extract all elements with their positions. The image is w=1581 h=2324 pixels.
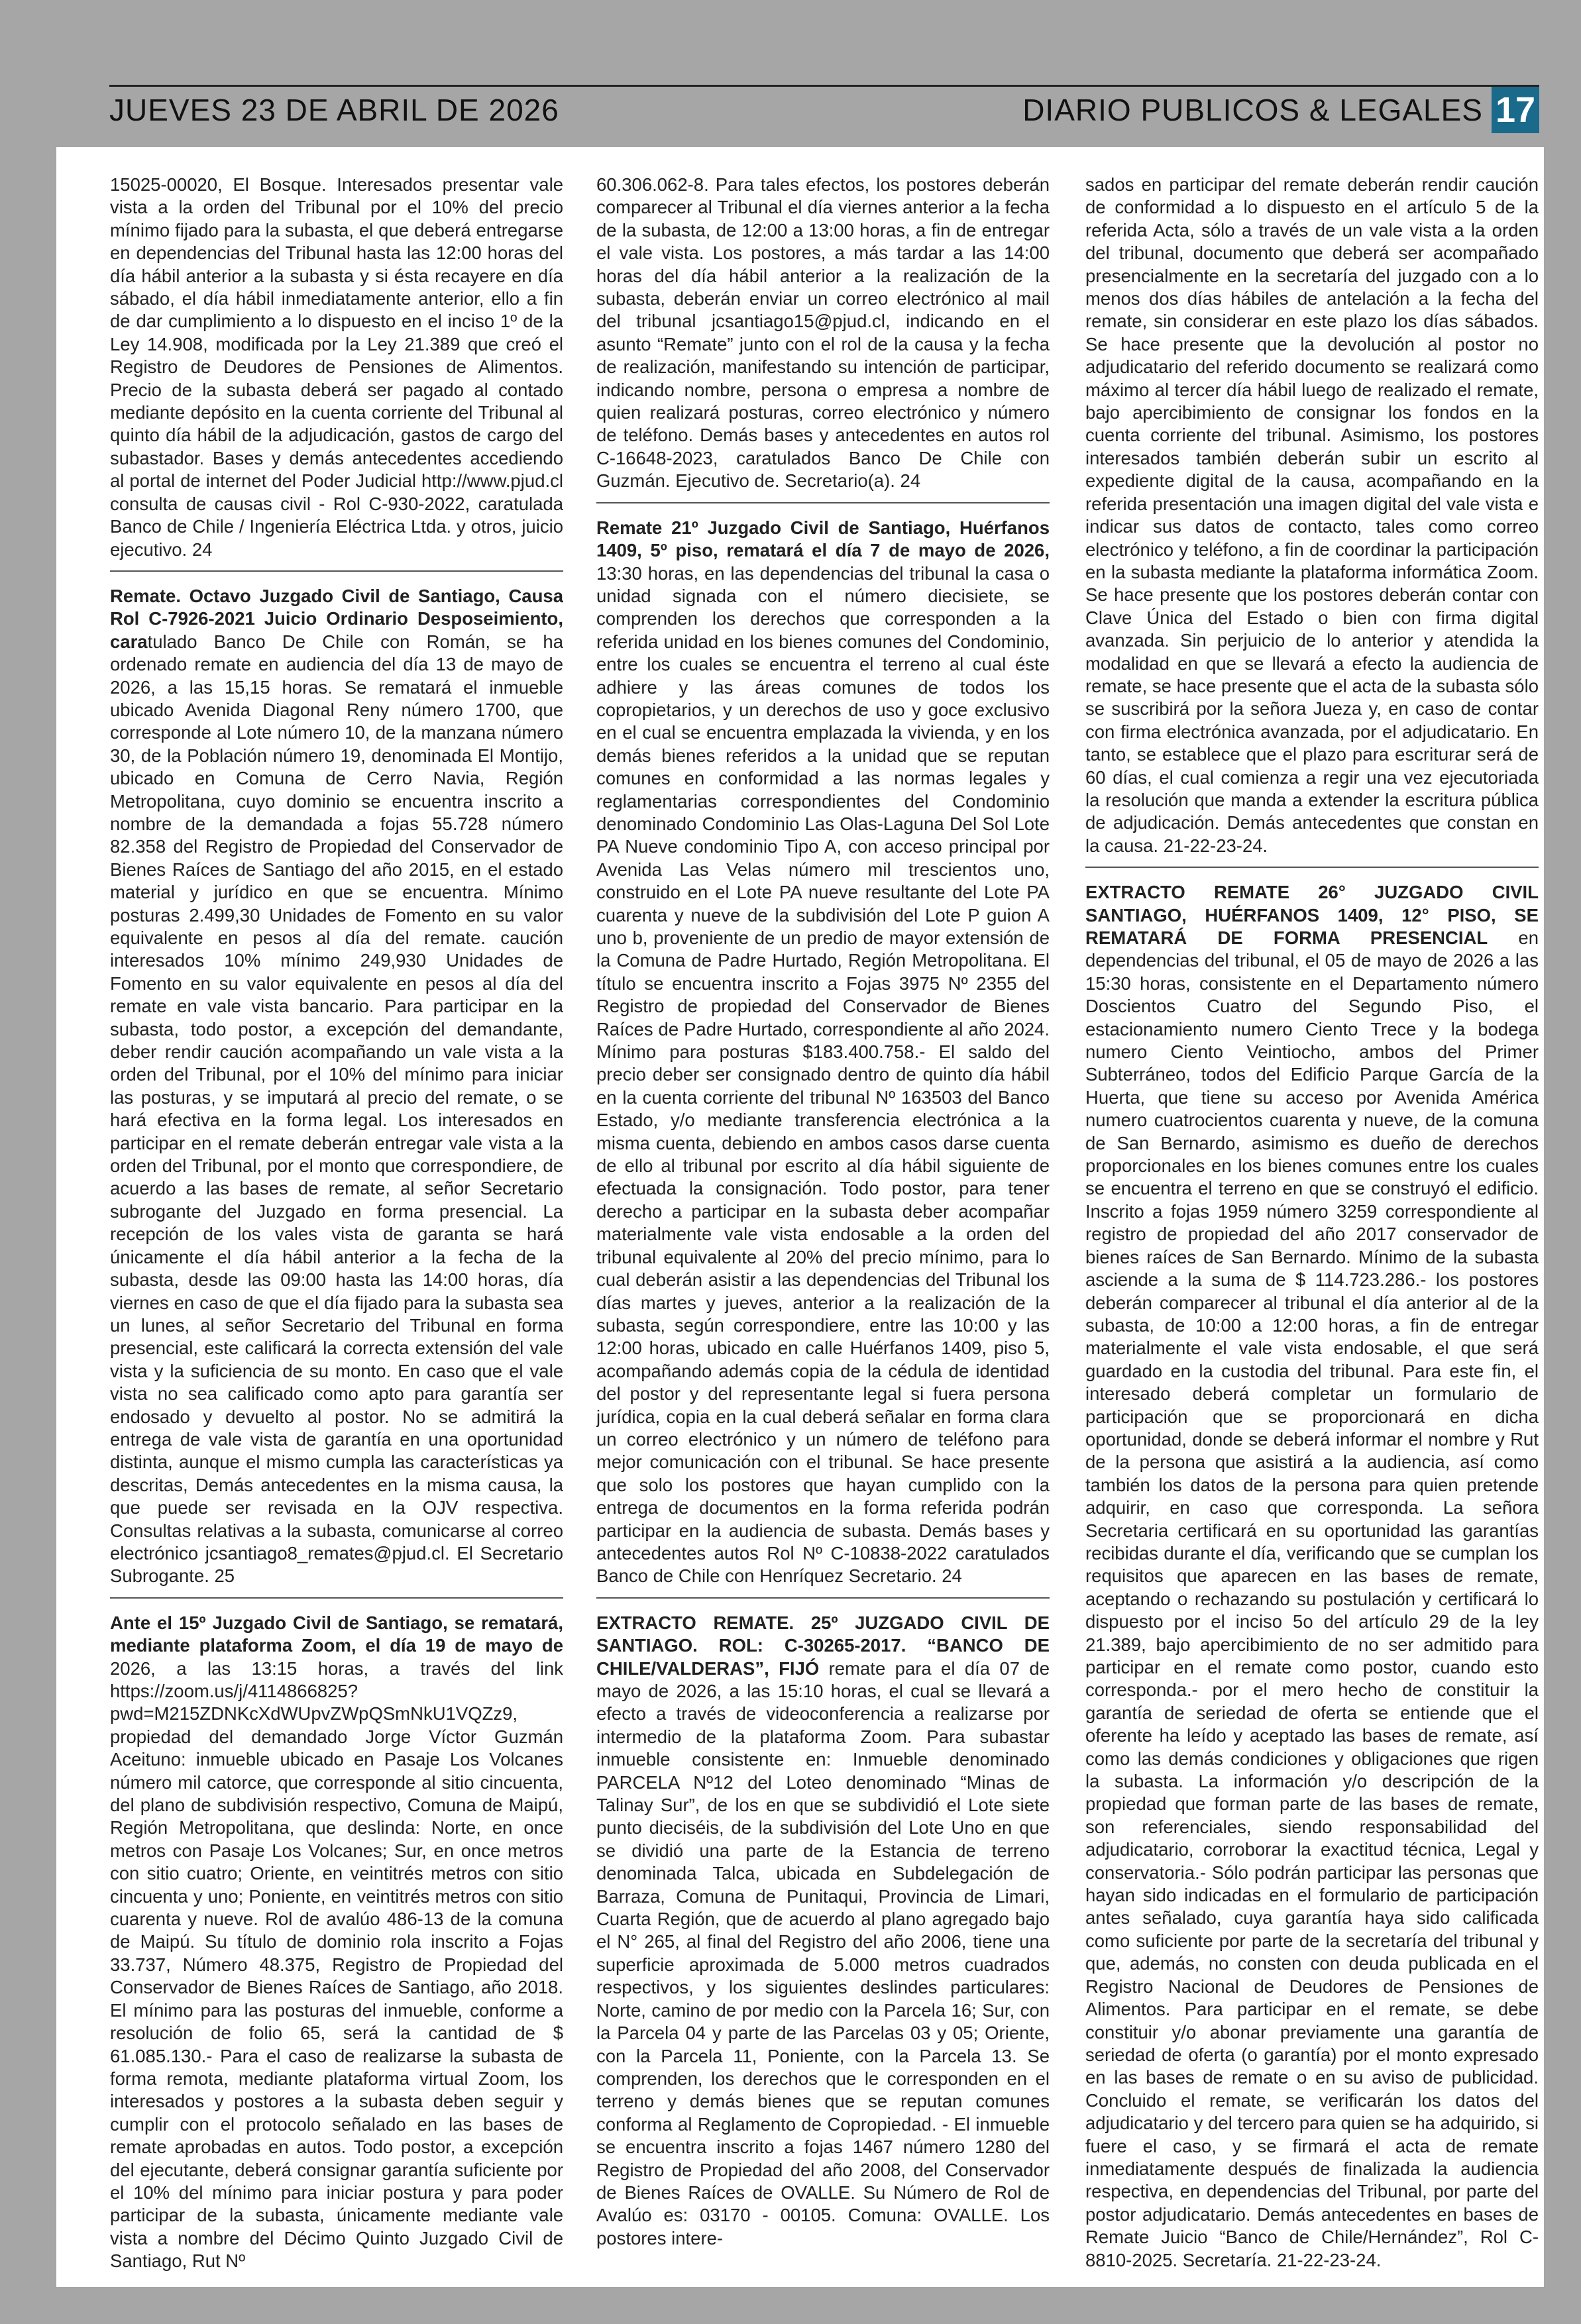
notice-body: sados en participar del remate deberán rendir caución de conformidad a lo dispuesto en el artículo 5 de la referida Acta, sólo a través de un vale vista a la orden del tribunal, documento que deberá ser acompañado presencialmente en la secretaría del juzgado con a lo menos dos días hábiles de antelación a la fecha del remate, sin considerar en este plazo los días sábados. Se hace presente que la devolución al postor no adjudicatario del referido documento se realizará como máximo al tercer día hábil luego de realizado el remate, bajo apercibimiento de consignar los fondos en la cuenta corriente del tribunal. Asimismo, los postores interesados también deberán subir un escrito al expediente digital de la causa, acompañando en la referida presentación una imagen digital del vale vista e indicar sus datos de contacto, tales como correo electrónico y teléfono, a fin de coordinar la participación en la subasta mediante la plataforma informática Zoom. Se hace presente que los postores deberán contar con Clave Única del Estado o bien con firma digital avanzada. Sin perjuicio de lo anterior y atendida la modalidad en que se llevará a efecto la audiencia de remate, se hace presente que el acta de la subasta sólo se suscribirá por la señora Jueza y, en caso de contar con firma electrónica avanzada, por el adjudicatario. En tanto, se establece que el plazo para escriturar será de 60 días, el cual comienza a regir una vez ejecutoriada la resolución que manda a extender la escritura pública de adjudicación. Demás antecedentes que constan en la causa. 21-22-23-24. <box>1085 174 1539 856</box>
notice-heading: EXTRACTO REMATE. 25º JUZGADO CIVIL DE SANTIAGO. ROL: C-30265-2017. “BANCO DE CHILE/VALDERAS”, FIJÓ <box>596 1612 1050 1679</box>
legal-notice <box>596 174 1050 503</box>
notice-body: 2026, a las 13:15 horas, a través del link https://zoom.us/j/4114866825?pwd=M215ZDNKcXdWUpvZWpQSmNkU1VQZz9, propiedad del demandado Jorge Víctor Guzmán Aceituno: inmueble ubicado en Pasaje Los Volcanes número mil catorce, que corresponde al sitio cincuenta, del plano de subdivisión respectivo, Comuna de Maipú, Región Metropolitana, que deslinda: Norte, en once metros con Pasaje Los Volcanes; Sur, en once metros con sitio cuatro; Oriente, en veintitrés metros con sitio cincuenta y uno; Poniente, en veintitrés metros con sitio cuarenta y nueve. Rol de avalúo 486-13 de la comuna de Maipú. Su título de dominio rola inscrito a Fojas 33.737, Número 48.375, Registro de Propiedad del Conservador de Bienes Raíces de Santiago, año 2018. El mínimo para las posturas del inmueble, conforme a resolución de folio 65, será la cantidad de $ 61.085.130.- Para el caso de realizarse la subasta de forma remota, mediante plataforma virtual Zoom, los interesados y postores a la subasta deben seguir y cumplir con el protocolo señalado en las bases de remate aprobadas en autos. Todo postor, a excepción del ejecutante, deberá consignar garantía suficiente por el 10% del mínimo para iniciar postura y para poder participar de la subasta, únicamente mediante vale vista a nombre del Décimo Quinto Juzgado Civil de Santiago, Rut Nº <box>110 1658 563 2272</box>
legal-notice <box>1085 174 1539 868</box>
column-3 <box>1085 174 1539 2274</box>
legal-notice <box>110 174 563 572</box>
notice-body: 60.306.062-8. Para tales efectos, los postores deberán comparecer al Tribunal el día viernes anterior a la fecha de la subasta, de 12:00 a 13:00 horas, a fin de entregar el vale vista. Los postores, a más tardar a las 14:00 horas del día hábil anterior a la realización de la subasta, deberán enviar un correo electrónico al mail del tribunal jcsantiago15@pjud.cl, indicando en el asunto “Remate” junto con el rol de la causa y la fecha de realización, manifestando su intención de participar, indicando nombre, persona o empresa a nombre de quien realizará posturas, correo electrónico y número de teléfono. Demás bases y antecedentes en autos rol C-16648-2023, caratulados Banco De Chile con Guzmán. Ejecutivo de. Secretario(a). 24 <box>596 174 1050 492</box>
notice-heading: EXTRACTO REMATE 26° JUZGADO CIVIL SANTIAGO, HUÉRFANOS 1409, 12° PISO, SE REMATARÁ DE FORMA PRESENCIAL <box>1085 882 1539 948</box>
legal-notice <box>596 513 1050 1599</box>
legal-notice <box>596 1608 1050 2259</box>
notice-heading: Remate. Octavo Juzgado Civil de Santiago, Causa Rol C-7926-2021 Juicio Ordinario Desposeimiento, cara <box>110 585 563 652</box>
column-2 <box>596 174 1050 2274</box>
issue-date: JUEVES 23 DE ABRIL DE 2026 <box>109 93 559 127</box>
legal-notice <box>1085 877 1539 2274</box>
notice-body: 15025-00020, El Bosque. Interesados presentar vale vista a la orden del Tribunal por el 10% del precio mínimo fijado para la subasta, el que deberá entregarse en dependencias del Tribunal hasta las 12:00 horas del día hábil anterior a la subasta y si ésta recayere en día sábado, el día hábil inmediatamente anterior, ello a fin de dar cumplimiento a lo dispuesto en el inciso 1º de la Ley 14.908, modificada por la Ley 21.389 que creó el Registro de Deudores de Pensiones de Alimentos. Precio de la subasta deberá ser pagado al contado mediante depósito en la cuenta corriente del Tribunal al quinto día hábil de la adjudicación, gastos de cargo del subastador. Bases y demás antecedentes accediendo al portal de internet del Poder Judicial http://www.pjud.cl consulta de causas civil - Rol C-930-2022, caratulada Banco de Chile / Ingeniería Eléctrica Ltda. y otros, juicio ejecutivo. 24 <box>110 174 563 560</box>
notice-body: tulado Banco De Chile con Román, se ha ordenado remate en audiencia del día 13 de mayo de 2026, a las 15,15 horas. Se rematará el inmueble ubicado Avenida Diagonal Reny número 1700, que corresponde al Lote número 10, de la manzana número 30, de la Población número 19, denominada El Montijo, ubicado en Comuna de Cerro Navia, Región Metropolitana, cuyo dominio se encuentra inscrito a nombre de la demandada a fojas 55.728 número 82.358 del Registro de Propiedad del Conservador de Bienes Raíces de Santiago del año 2015, en el estado material y jurídico en que se encuentra. Mínimo posturas 2.499,30 Unidades de Fomento en su valor equivalente en pesos al día del remate. caución interesados 10% mínimo 249,930 Unidades de Fomento en su valor equivalente en pesos al día del remate en vale vista bancario. Para participar en la subasta, todo postor, a excepción del demandante, deber rendir caución acompañando un vale vista a la orden del Tribunal, por el 10% del mínimo para iniciar las posturas, y se imputará al precio del remate, o se hará efectiva en la forma legal. Los interesados en participar en el remate deberán entregar vale vista a la orden del Tribunal, por el monto que correspondiere, de acuerdo a las bases de remate, al señor Secretario subrogante del Juzgado en forma presencial. La recepción de los vales vista de garanta se hará únicamente el día hábil anterior a la fecha de la subasta, desde las 09:00 hasta las 14:00 horas, día viernes en caso de que el día fijado para la subasta sea un lunes, al señor Secretario del Tribunal en forma presencial, este calificará la correcta extensión del vale vista y la suficiencia de su monto. En caso que el vale vista no sea calificado como apto para garantía ser endosado y devuelto al postor. No se admitirá la entrega de vale vista de garantía en una oportunidad distinta, aunque el mismo cumpla las características ya descritas, Demás antecedentes en la misma causa, la que puede ser revisada en la OJV respectiva. Consultas relativas a la subasta, comunicarse al correo electrónico jcsantiago8_remates@pjud.cl. El Secretario Subrogante. 25 <box>110 631 563 1587</box>
legal-notice <box>110 581 563 1599</box>
publication-name: DIARIO PUBLICOS & LEGALES <box>1022 93 1483 127</box>
notice-heading: Ante el 15º Juzgado Civil de Santiago, se rematará, mediante plataforma Zoom, el día 19 de mayo de <box>110 1612 563 1656</box>
legal-notice <box>110 1608 563 2274</box>
notice-heading: Remate 21º Juzgado Civil de Santiago, Huérfanos 1409, 5º piso, rematará el día 7 de mayo de 2026, <box>596 517 1050 561</box>
notice-body: 13:30 horas, en las dependencias del tribunal la casa o unidad signada con el número diecisiete, se comprenden los derechos que corresponden a la referida unidad en los bienes comunes del Condominio, entre los cuales se encuentra el terreno al cual éste adhiere y las áreas comunes de todos los copropietarios, y un derechos de uso y goce exclusivo en el cual se encuentra emplazada la vivienda, y en los demás bienes referidos a la unidad que se reputan comunes en conformidad a las normas legales y reglamentarias correspondientes del Condominio denominado Condominio Las Olas-Laguna Del Sol Lote PA Nueve condominio Tipo A, con acceso principal por Avenida Las Velas número mil trescientos uno, construido en el Lote PA nueve resultante del Lote PA cuarenta y nueve de la subdivisión del Lote P guion A uno b, proveniente de un predio de mayor extensión de la Comuna de Padre Hurtado, Región Metropolitana. El título se encuentra inscrito a Fojas 3975 Nº 2355 del Registro de propiedad del Conservador de Bienes Raíces de Padre Hurtado, correspondiente al año 2024. Mínimo para posturas $183.400.758.- El saldo del precio deber ser consignado dentro de quinto día hábil en la cuenta corriente del tribunal Nº 163503 del Banco Estado, y/o mediante transferencia electrónica a la misma cuenta, debiendo en ambos casos darse cuenta de ello al tribunal por escrito al día hábil siguiente de efectuada la consignación. Todo postor, para tener derecho a participar en la subasta deber acompañar materialmente vale vista endosable a la orden del tribunal equivalente al 20% del precio mínimo, para lo cual deberán asistir a las dependencias del Tribunal los días martes y jueves, anterior a la realización de la subasta, según correspondiere, entre las 10:00 y las 12:00 horas, ubicado en calle Huérfanos 1409, piso 5, acompañando además copia de la cédula de identidad del postor y del representante legal si fuera persona jurídica, copia en la cual deberá señalar en forma clara un correo electrónico y un número de teléfono para mejor comunicación con el tribunal. Se hace presente que solo los postores que hayan cumplido con la entrega de documentos en la forma referida podrán participar en la audiencia de subasta. Demás bases y antecedentes autos Rol Nº C-10838-2022 caratulados Banco de Chile con Henríquez Secretario. 24 <box>596 562 1050 1587</box>
page-number-badge: 17 <box>1492 87 1539 133</box>
notice-body: remate para el día 07 de mayo de 2026, a las 15:10 horas, el cual se llevará a efecto a través de videoconferencia a realizarse por intermedio de la plataforma Zoom. Para subastar inmueble consistente en: Inmueble denominado PARCELA Nº12 del Loteo denominado “Minas de Talinay Sur”, de los en que se subdividió el Lote siete punto dieciséis, de la subdivisión del Lote Uno en que se dividió una parte de la Estancia de terreno denominada Talca, ubicada en Subdelegación de Barraza, Comuna de Punitaqui, Provincia de Limari, Cuarta Región, que de acuerdo al plano agregado bajo el N° 265, al final del Registro del año 2006, tiene una superficie aproximada de 5.000 metros cuadrados respectivos, y los siguientes deslindes particulares: Norte, camino de por medio con la Parcela 16; Sur, con la Parcela 04 y parte de las Parcelas 03 y 05; Oriente, con la Parcela 11, Poniente, con la Parcela 13. Se comprenden, los derechos que le corresponden en el terreno y demás bienes que se reputan comunes conforma al Reglamento de Copropiedad. - El inmueble se encuentra inscrito a fojas 1467 número 1280 del Registro de Propiedad del año 2008, del Conservador de Bienes Raíces de OVALLE. Su Número de Rol de Avalúo es: 03170 - 00105. Comuna: OVALLE. Los postores intere- <box>596 1658 1050 2248</box>
page-body <box>56 147 1544 2287</box>
page-header <box>109 85 1539 133</box>
notice-body: en dependencias del tribunal, el 05 de mayo de 2026 a las 15:30 horas, consistente en el Departamento número Doscientos Cuatro del Segundo Piso, el estacionamiento numero Ciento Trece y la bodega numero Ciento Veintiocho, ambos del Primer Subterráneo, todos del Edificio Parque García de la Huerta, que tiene su acceso por Avenida América numero cuatrocientos cuarenta y nueve, de la comuna de San Bernardo, asimismo es dueño de derechos proporcionales en los bienes comunes entre los cuales se encuentra el terreno en que se construyó el edificio. Inscrito a fojas 1959 número 3259 correspondiente al registro de propiedad del año 2017 conservador de bienes raíces de San Bernardo. Mínimo de la subasta asciende a la suma de $ 114.723.286.- los postores deberán comparecer al tribunal el día anterior al de la subasta, de 10:00 a 12:00 horas, a fin de entregar materialmente el vale vista endosable, el que será guardado en la custodia del tribunal. Para este fin, el interesado deberá completar un formulario de participación que se proporcionará en dicha oportunidad, donde se deberá informar el nombre y Rut de la persona que asistirá a la audiencia, así como también los datos de la persona para quien pretende adquirir, en caso que corresponda. La señora Secretaria certificará en su oportunidad las garantías recibidas durante el día, verificando que se cumplan los requisitos que aparecen en las bases de remate, aceptando o rechazando su postulación y certificará lo dispuesto por el inciso 5o del artículo 29 de la ley 21.389, bajo apercibimiento de no ser admitido para participar en el remate como postor, cuando esto corresponda.- por el mero hecho de constituir la garantía de seriedad de oferta se entiende que el oferente ha leído y aceptado las bases de remate, así como las demás condiciones y obligaciones que rigen la subasta. La información y/o descripción de la propiedad que forman parte de las bases de remate, son referenciales, siendo responsabilidad del adjudicatario, corroborar la exactitud técnica, Legal y conservatoria.- Sólo podrán participar las personas que hayan sido indicadas en el formulario de participación antes señalado, cuya garantía haya sido calificada como suficiente por parte de la secretaría del tribunal y que, además, no consten con deuda publicada en el Registro Nacional de Deudores de Pensiones de Alimentos. Para participar en el remate, se debe constituir y/o abonar previamente una garantía de seriedad de oferta (o garantía) por el monto expresado en las bases de remate o en su aviso de publicidad. Concluido el remate, se verificarán los datos del adjudicatario y del tercero para quien se ha adquirido, si fuere el caso, y se firmará el acta de remate inmediatamente después de finalizada la audiencia respectiva, en dependencias del Tribunal, por parte del postor adjudicatario. Demás antecedentes en bases de Remate Juicio “Banco de Chile/Hernández”, Rol C- 8810-2025. Secretaría. 21-22-23-24. <box>1085 927 1539 2270</box>
column-1 <box>110 174 563 2274</box>
